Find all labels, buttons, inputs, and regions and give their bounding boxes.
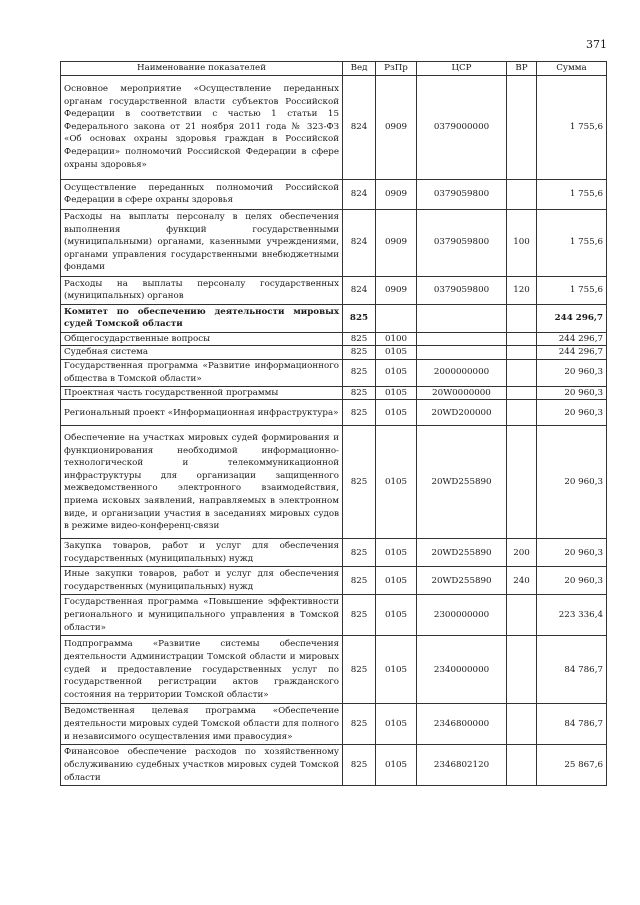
row-csr: 2340000000 [417, 636, 507, 704]
row-sum: 1 755,6 [537, 75, 607, 179]
row-csr: 20W0000000 [417, 386, 507, 400]
row-rzpr: 0909 [376, 276, 417, 304]
row-vr [507, 704, 537, 745]
row-rzpr: 0105 [376, 704, 417, 745]
table-row [61, 636, 607, 704]
row-sum: 25 867,6 [537, 745, 607, 786]
row-name: Подпрограмма «Развитие системы обеспечения деятельности Администрации Томской области и мировых судей и предоставление государственных услуг по государственной регистрации актов гражданского состояния на территории Томской области» [61, 636, 343, 704]
row-vr: 120 [507, 276, 537, 304]
page-number: 371 [586, 38, 607, 51]
row-vr: 100 [507, 209, 537, 276]
row-rzpr: 0105 [376, 426, 417, 539]
row-vr [507, 304, 537, 332]
row-name: Обеспечение на участках мировых судей формирования и функционирования необходимой информационно-технологической и телекоммуникационной инфраструктуры для организации защищенного межведомственного электронного взаимодействия, приема исковых заявлений, направляемых в электронном виде, и организации участия в заседаниях мировых судов в режиме видео-конференц-связи [61, 426, 343, 539]
row-ved: 825 [343, 704, 376, 745]
row-ved: 825 [343, 539, 376, 567]
table-row [61, 539, 607, 567]
row-ved: 825 [343, 386, 376, 400]
row-name: Осуществление переданных полномочий Российской Федерации в сфере охраны здоровья [61, 179, 343, 209]
row-rzpr: 0909 [376, 179, 417, 209]
table-row [61, 567, 607, 595]
row-rzpr: 0105 [376, 539, 417, 567]
row-sum: 20 960,3 [537, 359, 607, 386]
row-ved: 824 [343, 209, 376, 276]
header-rzpr: РзПр [376, 62, 417, 76]
row-name: Проектная часть государственной программы [61, 386, 343, 400]
row-vr [507, 595, 537, 636]
header-vr: ВР [507, 62, 537, 76]
row-sum: 244 296,7 [537, 304, 607, 332]
row-rzpr: 0100 [376, 332, 417, 346]
table-row [61, 346, 607, 360]
row-csr: 0379059800 [417, 276, 507, 304]
row-name: Иные закупки товаров, работ и услуг для обеспечения государственных (муниципальных) нужд [61, 567, 343, 595]
table-row [61, 426, 607, 539]
row-vr [507, 426, 537, 539]
table-row [61, 704, 607, 745]
row-sum: 244 296,7 [537, 346, 607, 360]
row-sum: 20 960,3 [537, 539, 607, 567]
row-name: Государственная программа «Развитие информационного общества в Томской области» [61, 359, 343, 386]
row-rzpr: 0909 [376, 209, 417, 276]
row-ved: 825 [343, 400, 376, 426]
row-csr: 0379059800 [417, 179, 507, 209]
row-ved: 824 [343, 75, 376, 179]
row-csr: 20WD255890 [417, 426, 507, 539]
row-csr: 2300000000 [417, 595, 507, 636]
row-sum: 1 755,6 [537, 179, 607, 209]
row-sum: 244 296,7 [537, 332, 607, 346]
row-rzpr: 0105 [376, 636, 417, 704]
row-vr [507, 745, 537, 786]
row-vr [507, 386, 537, 400]
table-row [61, 75, 607, 179]
row-vr [507, 332, 537, 346]
row-ved: 825 [343, 332, 376, 346]
row-name: Региональный проект «Информационная инфраструктура» [61, 400, 343, 426]
row-vr [507, 359, 537, 386]
row-rzpr: 0105 [376, 400, 417, 426]
row-sum: 20 960,3 [537, 426, 607, 539]
table-row [61, 400, 607, 426]
row-sum: 20 960,3 [537, 567, 607, 595]
budget-table [60, 61, 607, 786]
row-ved: 825 [343, 346, 376, 360]
row-vr: 240 [507, 567, 537, 595]
row-rzpr: 0105 [376, 346, 417, 360]
row-name: Расходы на выплаты персоналу в целях обеспечения выполнения функций государственными (муниципальными) органами, казенными учреждениями, органами управления государственными внебюджетными фондами [61, 209, 343, 276]
row-name: Расходы на выплаты персоналу государственных (муниципальных) органов [61, 276, 343, 304]
header-name: Наименование показателей [61, 62, 343, 76]
row-csr: 20WD200000 [417, 400, 507, 426]
row-rzpr: 0105 [376, 567, 417, 595]
row-vr [507, 179, 537, 209]
row-vr [507, 346, 537, 360]
row-csr [417, 346, 507, 360]
row-rzpr [376, 304, 417, 332]
row-ved: 825 [343, 567, 376, 595]
row-ved: 825 [343, 745, 376, 786]
row-csr: 2346802120 [417, 745, 507, 786]
row-name: Общегосударственные вопросы [61, 332, 343, 346]
table-header-row [61, 62, 607, 76]
row-csr [417, 304, 507, 332]
row-csr: 0379059800 [417, 209, 507, 276]
row-name: Закупка товаров, работ и услуг для обеспечения государственных (муниципальных) нужд [61, 539, 343, 567]
row-name: Комитет по обеспечению деятельности мировых судей Томской области [61, 304, 343, 332]
row-vr [507, 75, 537, 179]
row-sum: 223 336,4 [537, 595, 607, 636]
table-row [61, 386, 607, 400]
row-sum: 20 960,3 [537, 400, 607, 426]
row-rzpr: 0105 [376, 386, 417, 400]
header-sum: Сумма [537, 62, 607, 76]
table-row [61, 359, 607, 386]
row-csr: 20WD255890 [417, 539, 507, 567]
row-rzpr: 0105 [376, 359, 417, 386]
row-name: Финансовое обеспечение расходов по хозяйственному обслуживанию судебных участков мировых судей Томской области [61, 745, 343, 786]
row-csr: 2000000000 [417, 359, 507, 386]
row-ved: 824 [343, 276, 376, 304]
table-row-committee [61, 304, 607, 332]
row-vr [507, 400, 537, 426]
row-csr [417, 332, 507, 346]
header-ved: Вед [343, 62, 376, 76]
row-sum: 1 755,6 [537, 209, 607, 276]
table-row [61, 179, 607, 209]
row-ved: 825 [343, 426, 376, 539]
table-row [61, 595, 607, 636]
table-row [61, 745, 607, 786]
row-csr: 2346800000 [417, 704, 507, 745]
table-row [61, 209, 607, 276]
row-name: Ведомственная целевая программа «Обеспечение деятельности мировых судей Томской области для полного и независимого осуществления ими правосудия» [61, 704, 343, 745]
row-ved: 825 [343, 359, 376, 386]
row-sum: 20 960,3 [537, 386, 607, 400]
header-csr: ЦСР [417, 62, 507, 76]
row-rzpr: 0105 [376, 595, 417, 636]
row-sum: 1 755,6 [537, 276, 607, 304]
row-ved: 825 [343, 595, 376, 636]
row-csr: 20WD255890 [417, 567, 507, 595]
table-row [61, 276, 607, 304]
row-csr: 0379000000 [417, 75, 507, 179]
row-ved: 825 [343, 304, 376, 332]
row-sum: 84 786,7 [537, 636, 607, 704]
row-ved: 825 [343, 636, 376, 704]
row-name: Основное мероприятие «Осуществление переданных органам государственной власти субъектов Российской Федерации в соответствии с частью 1 статьи 15 Федерального закона от 21 ноября 2011 года № 323-ФЗ «Об основах охраны здоровья граждан в Российской Федерации» полномочий Российской Федерации в сфере охраны здоровья» [61, 75, 343, 179]
row-vr: 200 [507, 539, 537, 567]
row-sum: 84 786,7 [537, 704, 607, 745]
row-name: Государственная программа «Повышение эффективности регионального и муниципального управления в Томской области» [61, 595, 343, 636]
row-rzpr: 0909 [376, 75, 417, 179]
row-name: Судебная система [61, 346, 343, 360]
row-vr [507, 636, 537, 704]
row-rzpr: 0105 [376, 745, 417, 786]
row-ved: 824 [343, 179, 376, 209]
table-row [61, 332, 607, 346]
